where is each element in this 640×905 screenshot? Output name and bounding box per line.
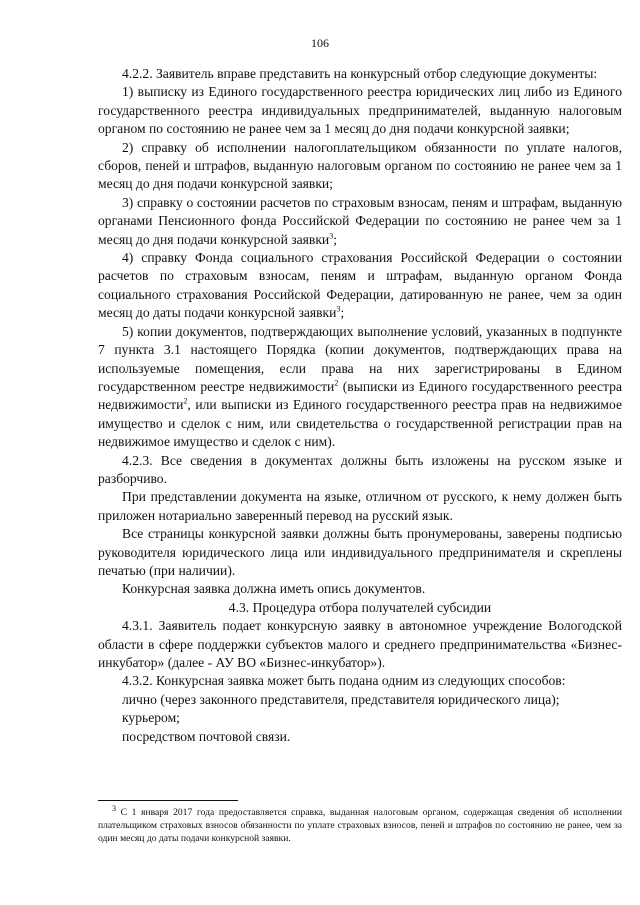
list-item-1 (98, 83, 622, 138)
paragraph-pages: Все страницы конкурсной заявки должны быть пронумерованы, заверены подписью руководителя юридического лица или индивидуального предпринимателя и скреплены печатью (при наличии). (98, 526, 622, 578)
list-item-4-end: ; (340, 305, 345, 321)
list-item-4-text: 4) справку Фонда социального страхования Российской Федерации о состоянии расчетов по страховым взносам, пеням и штрафам, выданную органом Фонда социального страхования Российской Федерации, датированную не ранее, чем за один месяц до даты подачи конкурсной заявки (98, 250, 622, 321)
footnote (98, 803, 622, 845)
list-item-3 (98, 194, 622, 249)
submission-way-courier: курьером; (122, 710, 180, 726)
submission-way-in-person: лично (через законного представителя, представителя юридического лица); (122, 691, 560, 707)
list-item-5-part3: , или выписки из Единого государственного реестра прав на недвижимое имущество и сделок с ним, или свидетельства о государственной регистрации прав на недвижимое имущество и сделок с ним). (98, 397, 622, 450)
footnote-ref: 3 (329, 231, 334, 241)
paragraph-inventory: Конкурсная заявка должна иметь опись документов. (122, 581, 426, 597)
list-item-1-text: 1) выписку из Единого государственного реестра юридических лиц либо из Единого государственного реестра индивидуальных предпринимателей, выданную налоговым органом по состоянию не ранее чем за 1 месяц до дня подачи конкурсной заявки; (98, 84, 622, 137)
paragraph-4-2-2-intro: 4.2.2. Заявитель вправе представить на конкурсный отбор следующие документы: (122, 66, 598, 81)
footnote-paragraph (98, 803, 622, 845)
list-item-5-part1: 5) копии документов, подтверждающих выполнение условий, указанных в подпункте 7 пункта 3.1 настоящего Порядка (копии документов, подтверждающих права на используемые помещения, если права на них зарегистрированы в Едином государственном реестре недвижимости (98, 323, 622, 394)
list-item-5 (98, 323, 622, 452)
list-item-3-end: ; (333, 231, 337, 247)
footnote-text: С 1 января 2017 года предоставляется справка, выданная налоговым органом, содержащая сведения об исполнении плательщиком страховых взносов обязанности по уплате страховых взносов, пеней и штрафов по состоянию не ранее, чем за один месяц до даты подачи конкурсной заявки. (98, 807, 622, 844)
list-item-3-text: 3) справку о состоянии расчетов по страховым взносам, пеням и штрафам, выданную органами Пенсионного фонда Российской Федерации по состоянию не ранее чем за 1 месяц до дня подачи конкурсной заявки (98, 194, 622, 247)
footnote-ref: 3 (336, 304, 341, 314)
paragraph-4-3-2: 4.3.2. Конкурсная заявка может быть подана одним из следующих способов: (122, 673, 566, 689)
list-item-2-text: 2) справку об исполнении налогоплательщиком обязанности по уплате налогов, сборов, пеней и штрафов, выданную налоговым органом по состоянию не ранее чем за 1 месяц до дня подачи конкурсной заявки; (98, 139, 622, 192)
footnote-marker: 3 (112, 803, 116, 813)
list-item-2 (98, 139, 622, 194)
footnote-ref: 2 (183, 396, 188, 406)
footnote-divider (98, 800, 238, 801)
section-title-4-3: 4.3. Процедура отбора получателей субсидии (228, 599, 492, 615)
paragraph-4-3-1: 4.3.1. Заявитель подает конкурсную заявку в автономное учреждение Вологодской области в сфере поддержки субъектов малого и среднего предпринимательства «Бизнес-инкубатор» (далее - АУ ВО «Бизнес-инкубатор»). (98, 618, 622, 670)
paragraph-4-2-3: 4.2.3. Все сведения в документах должны быть изложены на русском языке и разборчиво. (98, 452, 622, 486)
list-item-5-part2: (выписки из Единого государственного реестра недвижимости (98, 378, 622, 413)
paragraph-translation: При представлении документа на языке, отличном от русского, к нему должен быть приложен нотариально заверенный перевод на русский язык. (98, 489, 622, 523)
document-body (98, 65, 622, 746)
page-number: 106 (311, 36, 329, 50)
list-item-4 (98, 249, 622, 323)
footnote-ref: 2 (334, 378, 339, 388)
submission-way-post: посредством почтовой связи. (122, 728, 291, 744)
